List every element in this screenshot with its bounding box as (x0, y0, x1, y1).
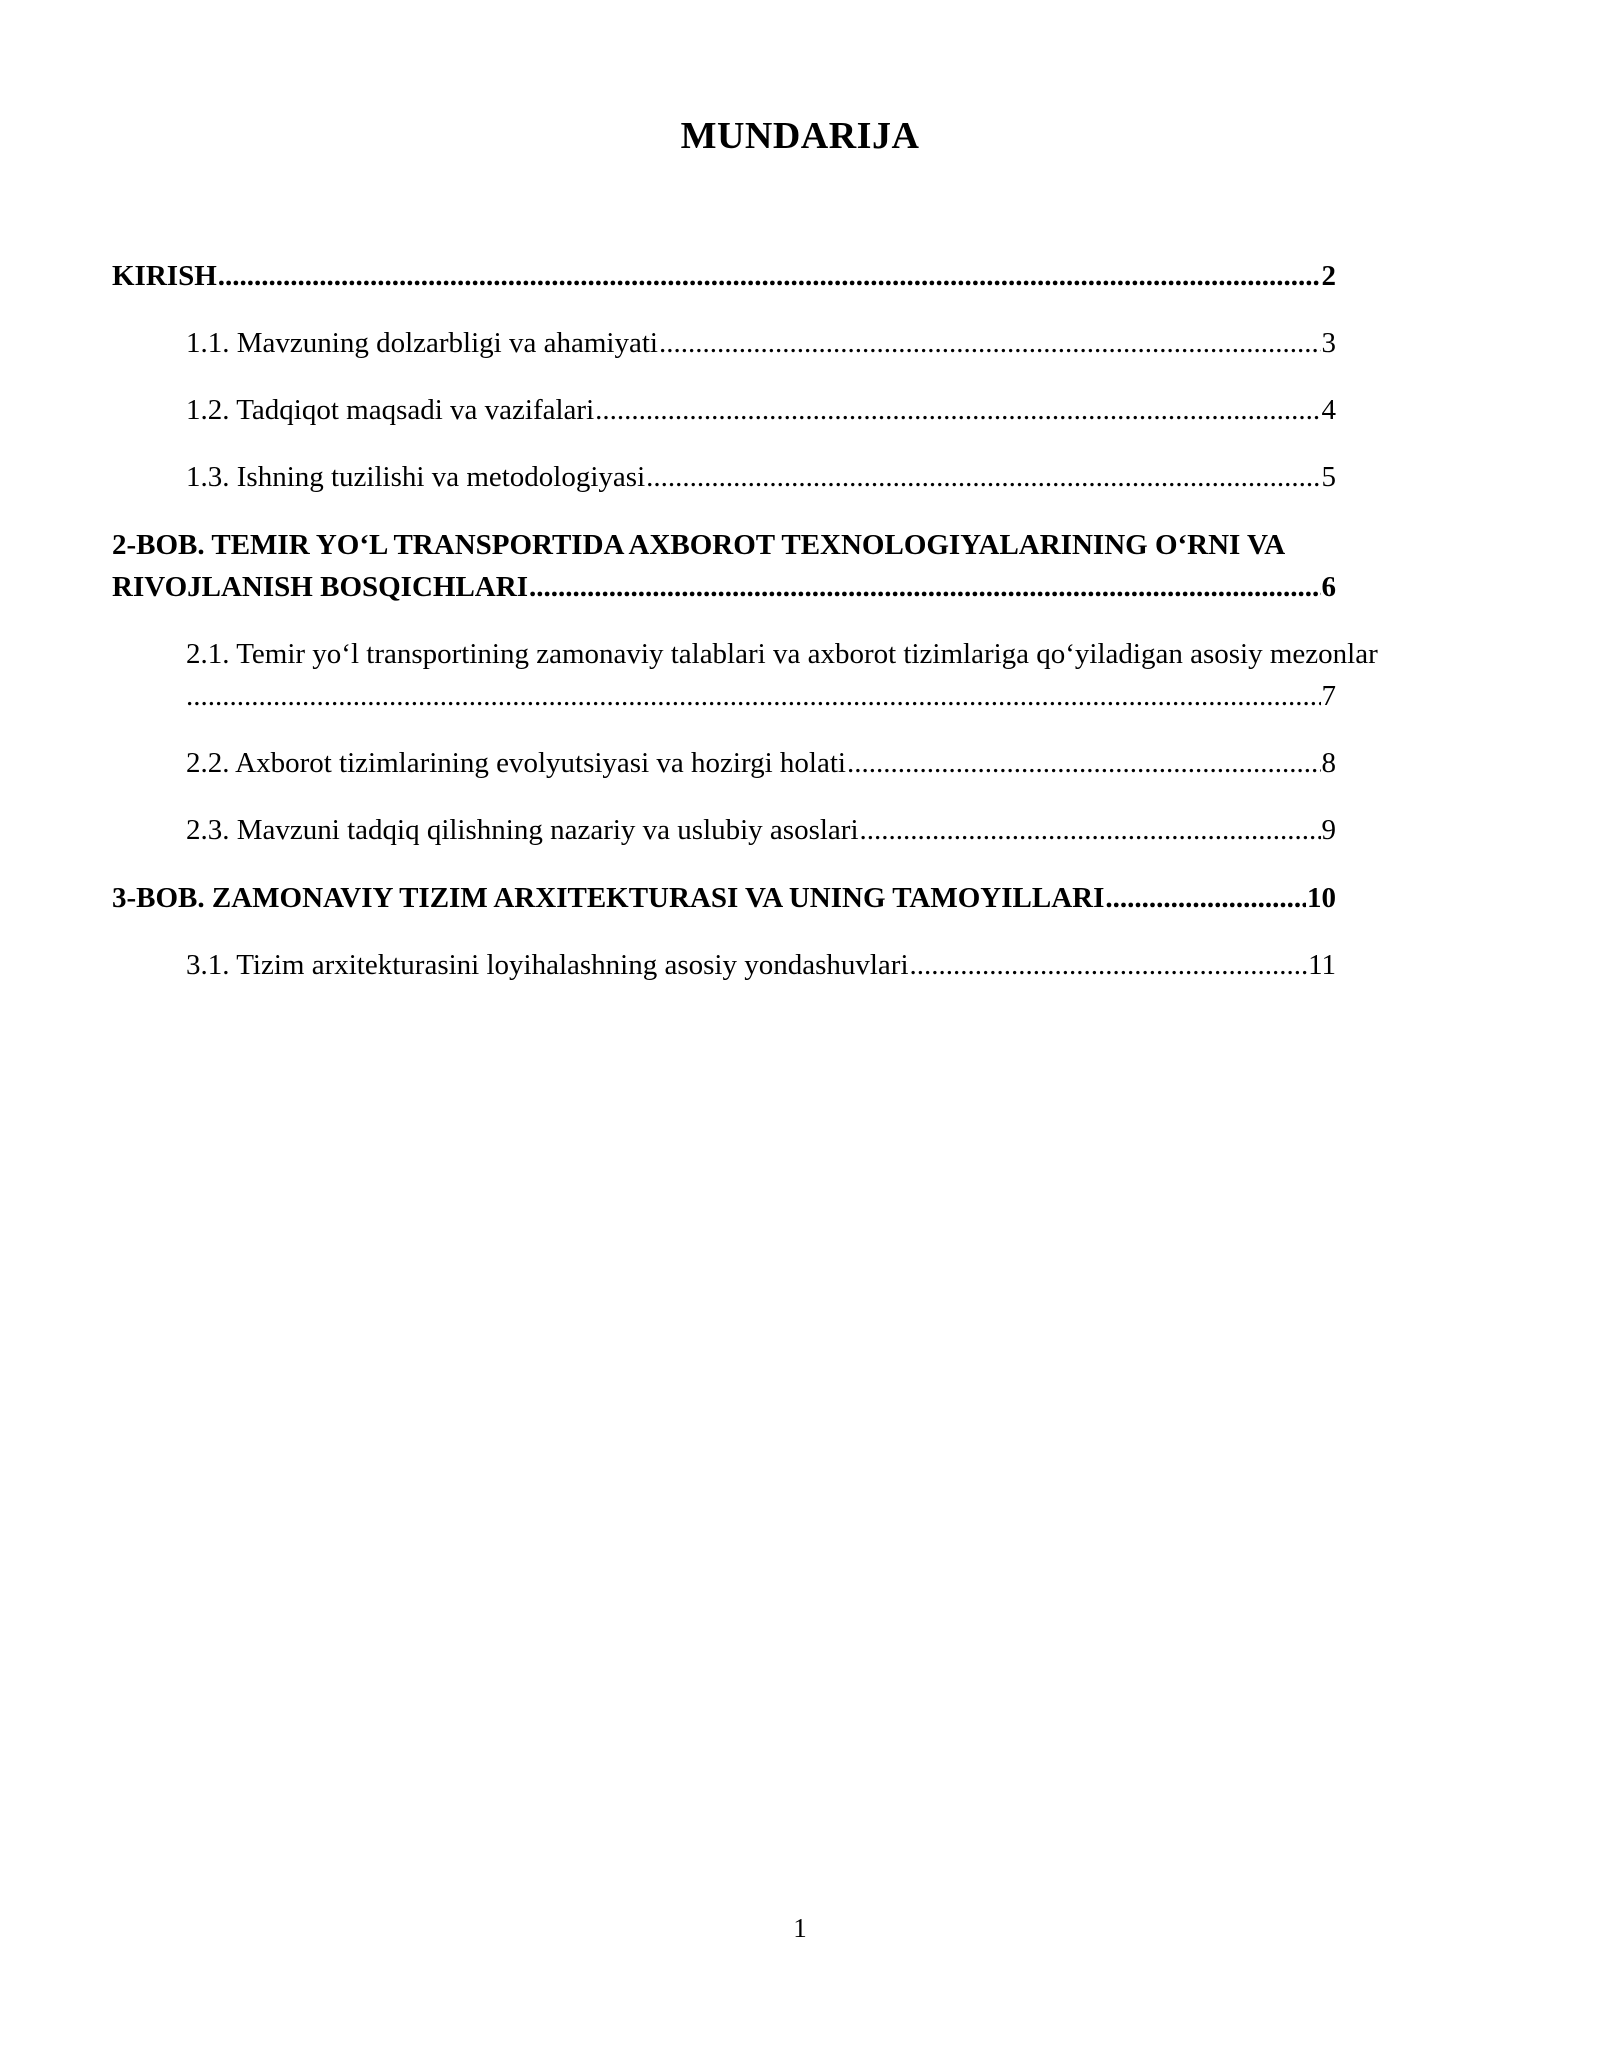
toc-page-number: 5 (1321, 461, 1336, 493)
toc-entry-text: KIRISH (112, 260, 217, 292)
toc-entry-text: 3.1. Tizim arxitekturasini loyihalashning asosiy yondashuvlari (186, 949, 909, 981)
toc-entry-text: 2.3. Mavzuni tadqiq qilishning nazariy va uslubiy asoslari (186, 814, 859, 846)
dot-leader (1105, 877, 1306, 919)
toc-page-number: 8 (1321, 747, 1336, 779)
toc-page-number: 4 (1321, 394, 1336, 426)
toc-entry-text: 2.2. Axborot tizimlarining evolyutsiyasi va hozirgi holati (186, 747, 846, 779)
toc-page-number: 7 (1321, 680, 1336, 712)
page-number: 1 (793, 1913, 807, 1943)
toc-entry-chapter-2[interactable] (112, 524, 1492, 608)
toc-page-number: 2 (1321, 260, 1336, 292)
dot-leader (529, 566, 1321, 608)
toc-page-number: 6 (1321, 571, 1336, 603)
toc-entry-text-line2: RIVOJLANISH BOSQICHLARI (112, 571, 528, 603)
toc-entry-kirish[interactable] (112, 255, 1336, 297)
toc-entry-text-line1: 2-BOB. TEMIR YO‘L TRANSPORTIDA AXBOROT TEXNOLOGIYALARINING O‘RNI VA (112, 529, 1286, 561)
dot-leader (659, 322, 1321, 364)
dot-leader (186, 675, 1321, 717)
toc-entry-text: 1.3. Ishning tuzilishi va metodologiyasi (186, 461, 646, 493)
toc-page-number: 11 (1308, 949, 1336, 981)
toc-entry-2-3[interactable] (186, 809, 1336, 851)
toc-entry-2-2[interactable] (186, 742, 1336, 784)
toc-entry-chapter-3[interactable] (112, 877, 1336, 919)
dot-leader (646, 456, 1320, 498)
toc-entry-text: 1.1. Mavzuning dolzarbligi va ahamiyati (186, 327, 658, 359)
toc-page-number: 3 (1321, 327, 1336, 359)
toc-page-number: 9 (1321, 814, 1336, 846)
dot-leader (218, 255, 1321, 297)
dot-leader (860, 809, 1321, 851)
toc-entry-text: 3-BOB. ZAMONAVIY TIZIM ARXITEKTURASI VA UNING TAMOYILLARI (112, 882, 1105, 914)
toc-entry-2-1[interactable] (186, 633, 1486, 717)
toc-page-number: 10 (1307, 882, 1336, 914)
page-title: MUNDARIJA (680, 115, 920, 157)
dot-leader (847, 742, 1321, 784)
toc-entry-text: 1.2. Tadqiqot maqsadi va vazifalari (186, 394, 595, 426)
toc-entry-1-3[interactable] (186, 456, 1336, 498)
toc-entry-1-1[interactable] (186, 322, 1336, 364)
dot-leader (595, 389, 1320, 431)
dot-leader (910, 944, 1308, 986)
toc-entry-text-line1: 2.1. Temir yo‘l transportining zamonaviy talablari va axborot tizimlariga qo‘yiladigan asosiy mezonlar (186, 638, 1378, 670)
toc-entry-1-2[interactable] (186, 389, 1336, 431)
toc-entry-3-1[interactable] (186, 944, 1336, 986)
